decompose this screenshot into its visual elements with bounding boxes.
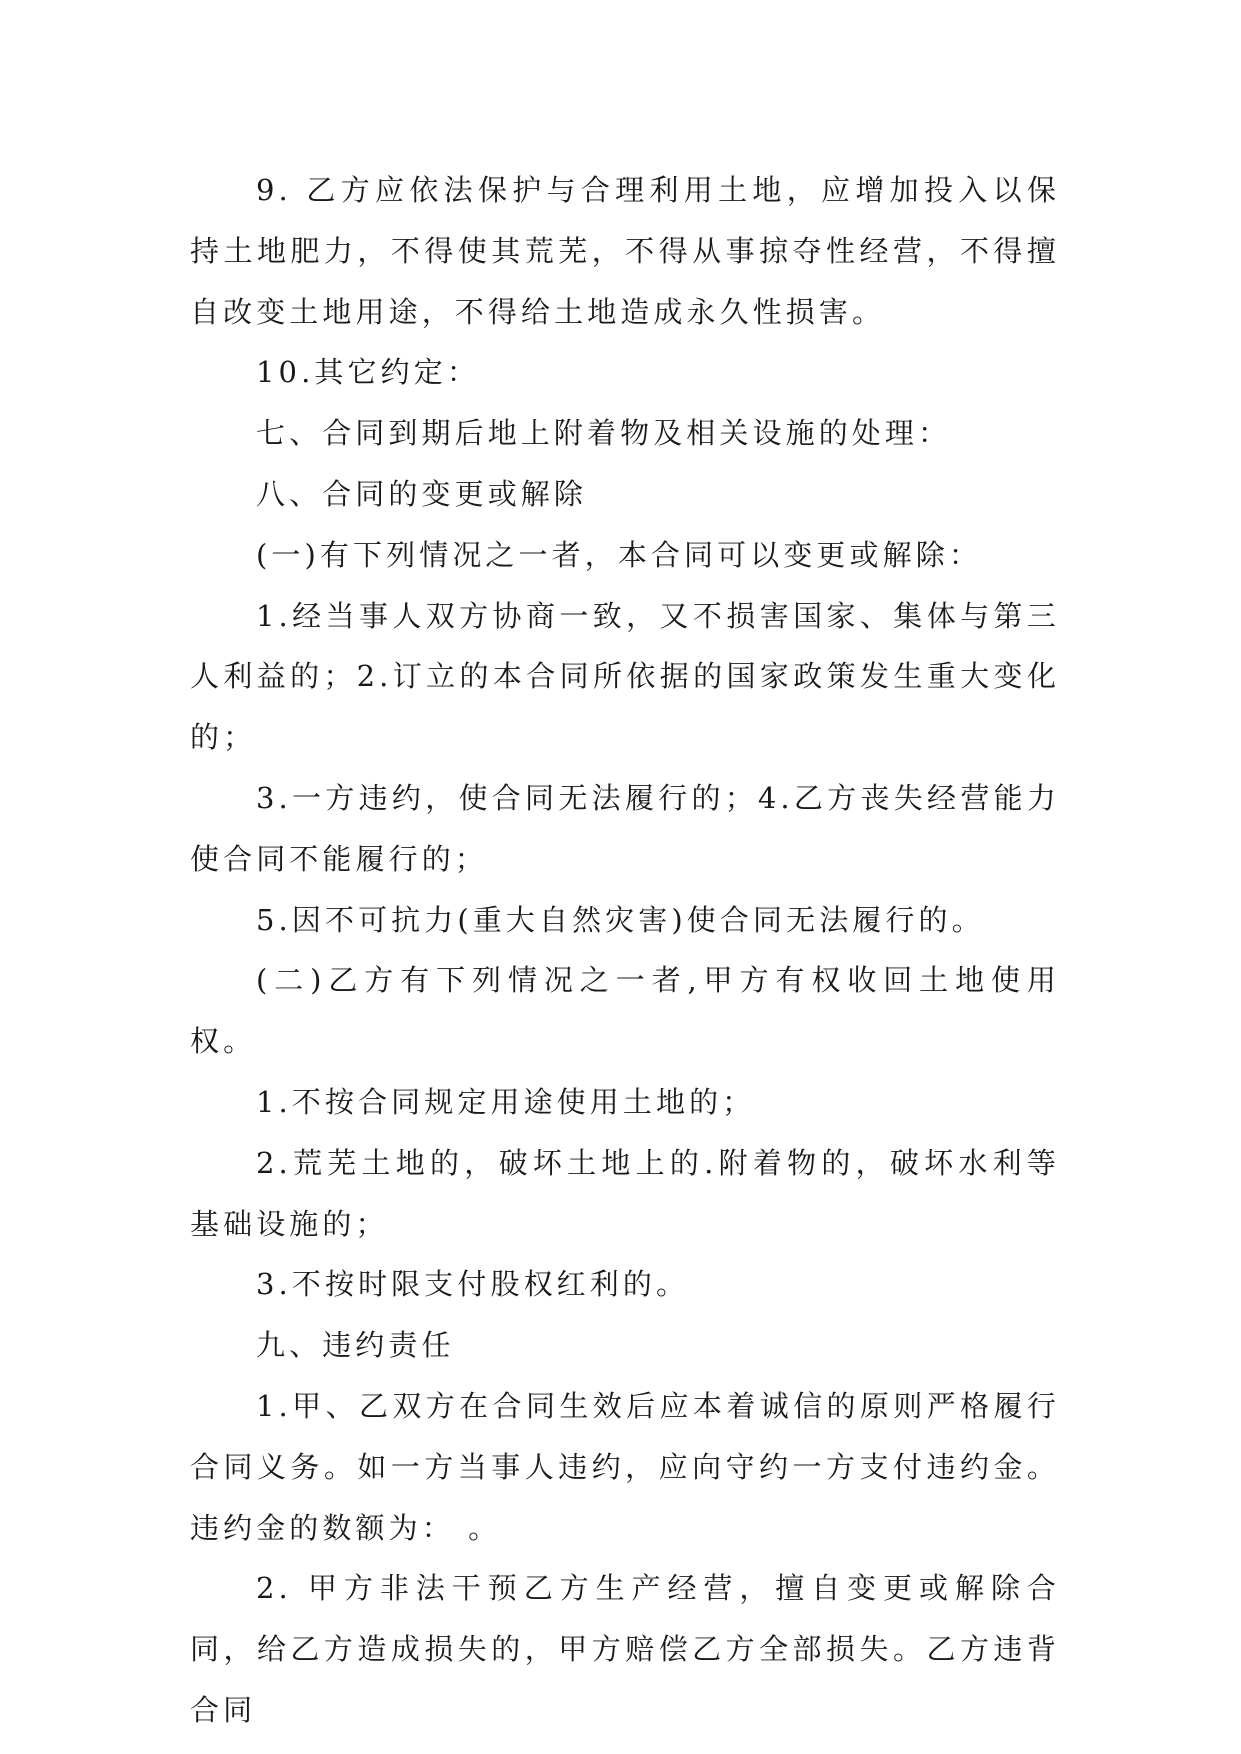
- paragraph-8-2-item-1: 1.不按合同规定用途使用土地的；: [256, 1084, 756, 1119]
- paragraph-9-item-2: 2. 甲方非法干预乙方生产经营，擅自变更或解除合同，给乙方造成损失的，甲方赔偿乙方全部损失。乙方违背合同: [190, 1571, 1060, 1727]
- section-heading-9: 九、违约责任: [256, 1328, 455, 1363]
- subsection-heading-8-2: (二)乙方有下列情况之一者,甲方有权收回土地使用权。: [190, 963, 1060, 1059]
- subsection-heading-8-1: (一)有下列情况之一者，本合同可以变更或解除：: [256, 537, 982, 572]
- paragraph-clause-9: 9. 乙方应依法保护与合理利用土地，应增加投入以保持土地肥力，不得使其荒芜，不得从事掠夺性经营，不得擅自改变土地用途，不得给土地造成永久性损害。: [190, 173, 1060, 329]
- document-page: [190, 160, 1060, 1741]
- paragraph-clause-10: 10.其它约定：: [256, 355, 480, 390]
- section-heading-8: 八、合同的变更或解除: [256, 476, 588, 511]
- paragraph-8-2-item-2: 2.荒芜土地的，破坏土地上的.附着物的，破坏水利等基础设施的；: [190, 1145, 1060, 1241]
- paragraph-9-item-1: 1.甲、乙双方在合同生效后应本着诚信的原则严格履行合同义务。如一方当事人违约，应向守约一方支付违约金。违约金的数额为： 。: [190, 1388, 1060, 1545]
- paragraph-8-1-items-1-2: 1.经当事人双方协商一致，又不损害国家、集体与第三人利益的；2.订立的本合同所依据的国家政策发生重大变化的；: [190, 598, 1060, 755]
- paragraph-8-1-items-3-4: 3.一方违约，使合同无法履行的；4.乙方丧失经营能力使合同不能履行的；: [190, 780, 1060, 876]
- section-heading-7: 七、合同到期后地上附着物及相关设施的处理：: [256, 416, 952, 451]
- paragraph-8-2-item-3: 3.不按时限支付股权红利的。: [256, 1267, 690, 1302]
- paragraph-8-1-item-5: 5.因不可抗力(重大自然灾害)使合同无法履行的。: [256, 902, 985, 937]
